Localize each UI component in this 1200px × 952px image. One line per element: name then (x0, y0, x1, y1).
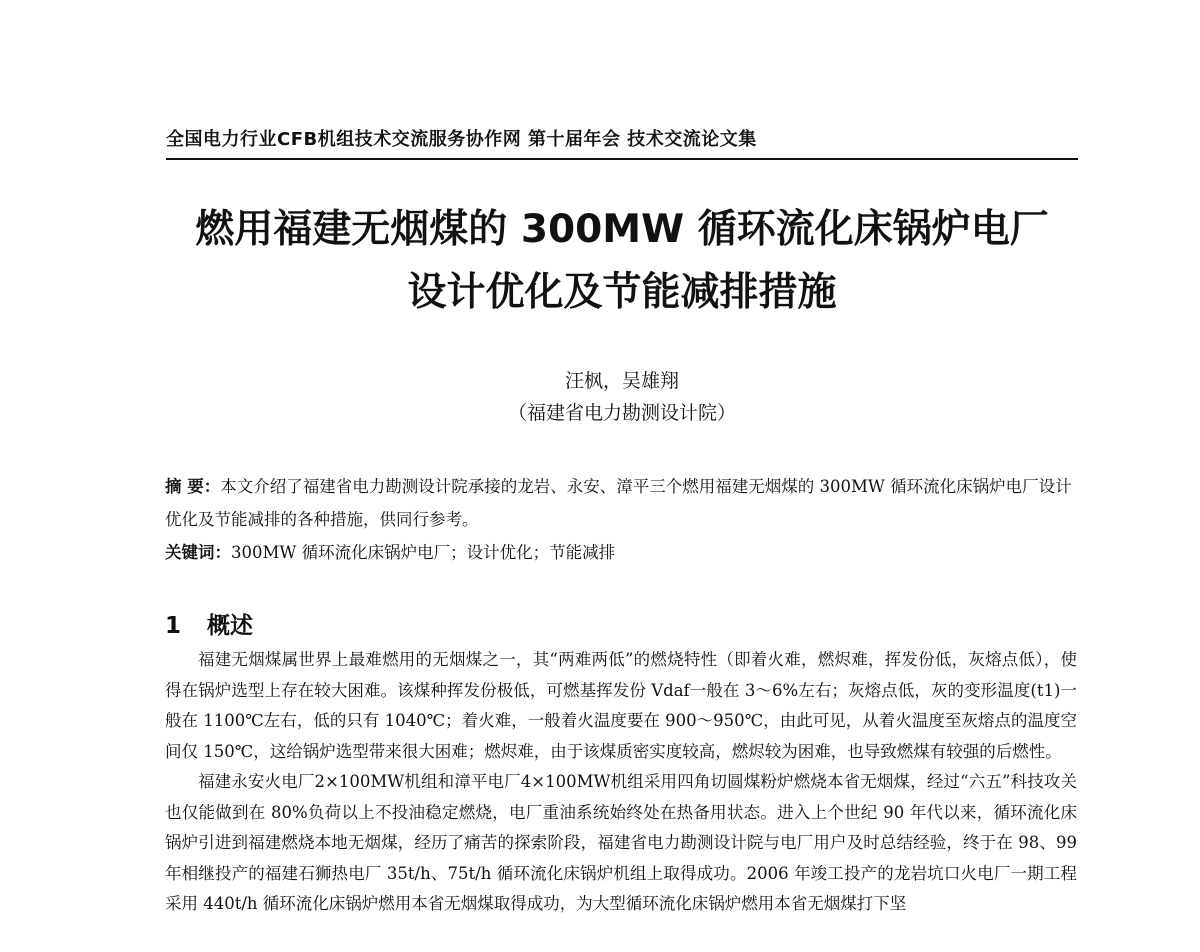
author-names: 汪枫，吴雄翔 (564, 370, 679, 392)
abstract-block (165, 470, 1077, 569)
author-affiliation: （福建省电力勘测设计院） (507, 402, 736, 424)
keywords-paragraph (165, 536, 1077, 569)
section-body (165, 645, 1077, 920)
abstract-label: 摘 要： (165, 477, 221, 496)
section-title: 概述 (207, 613, 253, 639)
title-line-2: 设计优化及节能减排措施 (407, 270, 837, 315)
running-header: 全国电力行业CFB机组技术交流服务协作网 第十届年会 技术交流论文集 (166, 129, 757, 150)
keywords-label: 关键词： (165, 543, 231, 562)
abstract-text: 本文介绍了福建省电力勘测设计院承接的龙岩、永安、漳平三个燃用福建无烟煤的 300MW 循环流化床锅炉电厂设计优化及节能减排的各种措施，供同行参考。 (165, 477, 1072, 529)
keywords-text: 300MW 循环流化床锅炉电厂；设计优化；节能减排 (231, 543, 616, 562)
body-paragraph: 福建永安火电厂2×100MW机组和漳平电厂4×100MW机组采用四角切圆煤粉炉燃烧本省无烟煤，经过“六五”科技攻关也仅能做到在 80%负荷以上不投油稳定燃烧，电厂重油系统始终处在热备用状态。进入上个世纪 90 年代以来，循环流化床锅炉引进到福建燃烧本地无烟煤，经历了痛苦的探索阶段，福建省电力勘测设计院与电厂用户及时总结经验，终于在 98、99 年相继投产的福建石狮热电厂 35t/h、75t/h 循环流化床锅炉机组上取得成功。2006 年竣工投产的龙岩坑口火电厂一期工程采用 440t/h 循环流化床锅炉燃用本省无烟煤取得成功，为大型循环流化床锅炉燃用本省无烟煤打下坚 (165, 772, 1077, 913)
author-block (160, 365, 1084, 429)
body-paragraph: 福建无烟煤属世界上最难燃用的无烟煤之一，其“两难两低”的燃烧特性（即着火难，燃烬难，挥发份低，灰熔点低），使得在锅炉选型上存在较大困难。该煤种挥发份极低，可燃基挥发份 Vdaf一般在 3～6%左右；灰熔点低，灰的变形温度(t1)一般在 1100℃左右，低的只有 1040℃；着火难，一般着火温度要在 900～950℃，由此可见，从着火温度至灰熔点的温度空间仅 150℃，这给锅炉选型带来很大困难；燃烬难，由于该煤质密实度较高，燃烬较为困难，也导致燃煤有较强的后燃性。 (165, 650, 1077, 761)
paper-title (160, 198, 1084, 324)
section-number: 1 (165, 613, 182, 639)
title-line-1: 燃用福建无烟煤的 300MW 循环流化床锅炉电厂 (195, 207, 1049, 252)
section-heading (165, 608, 1077, 644)
abstract-paragraph (165, 470, 1077, 536)
header-rule (166, 158, 1078, 160)
